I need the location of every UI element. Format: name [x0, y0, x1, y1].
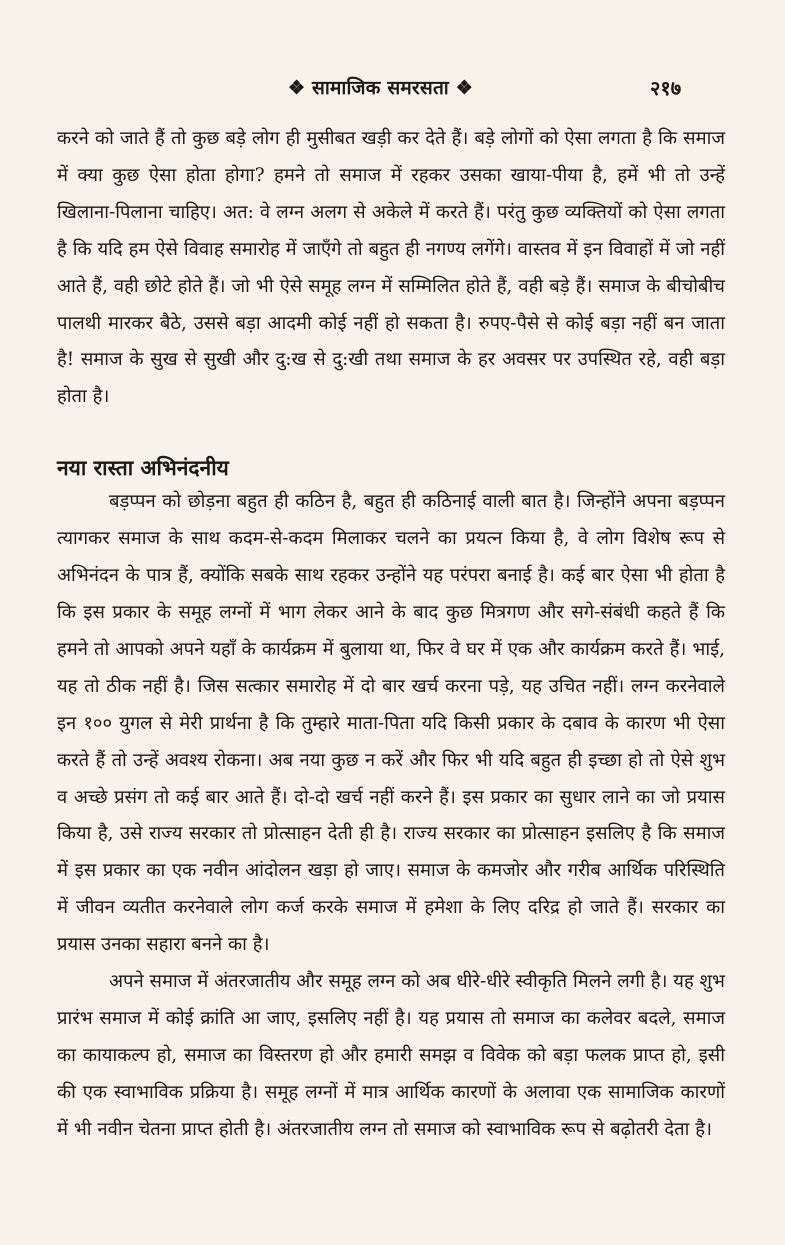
- header-title: ❖ सामाजिक समरसता ❖: [288, 77, 473, 99]
- section-heading: नया रास्ता अभिनंदनीय: [57, 455, 229, 481]
- paragraph: बड़प्पन को छोड़ना बहुत ही कठिन है, बहुत ही कठिनाई वाली बात है। जिन्होंने अपना बड़प्पन त्यागकर समाज के साथ कदम-से-कदम मिलाकर चलने का प्रयत्न किया है, वे लोग विशेष रूप से अभिनंदन के पात्र हैं, क्योंकि सबके साथ रहकर उन्होंने यह परंपरा बनाई है। कई बार ऐसा भी होता है कि इस प्रकार के समूह लग्नों में भाग लेकर आने के बाद कुछ मित्रगण और सगे-संबंधी कहते हैं कि हमने तो आपको अपने यहाँ के कार्यक्रम में बुलाया था, फिर वे घर में एक और कार्यक्रम करते हैं। भाई, यह तो ठीक नहीं है। जिस सत्कार समारोह में दो बार खर्च करना पड़े, यह उचित नहीं। लग्न करनेवाले इन १०० युगल से मेरी प्रार्थना है कि तुम्हारे माता-पिता यदि किसी प्रकार के दबाव के कारण भी ऐसा करते हैं तो उन्हें अवश्य रोकना। अब नया कुछ न करें और फिर भी यदि बहुत ही इच्छा हो तो ऐसे शुभ व अच्छे प्रसंग तो कई बार आते हैं। दो-दो खर्च नहीं करने हैं। इस प्रकार का सुधार लाने का जो प्रयास किया है, उसे राज्य सरकार तो प्रोत्साहन देती ही है। राज्य सरकार का प्रोत्साहन इसलिए है कि समाज में इस प्रकार का एक नवीन आंदोलन खड़ा हो जाए। समाज के कमजोर और गरीब आर्थिक परिस्थिति में जीवन व्यतीत करनेवाले लोग कर्ज करके समाज में हमेशा के लिए दरिद्र हो जाते हैं। सरकार का प्रयास उनका सहारा बनने का है।: [57, 491, 725, 956]
- paragraph-continuation: करने को जाते हैं तो कुछ बड़े लोग ही मुसीबत खड़ी कर देते हैं। बड़े लोगों को ऐसा लगता है कि समाज में क्या कुछ ऐसा होता होगा? हमने तो समाज में रहकर उसका खाया-पीया है, हमें भी तो उन्हें खिलाना-पिलाना चाहिए। अत: वे लग्न अलग से अकेले में करते हैं। परंतु कुछ व्यक्तियों को ऐसा लगता है कि यदि हम ऐसे विवाह समारोह में जाएँगे तो बहुत ही नगण्य लगेंगे। वास्तव में इन विवाहों में जो नहीं आते हैं, वही छोटे होते हैं। जो भी ऐसे समूह लग्न में सम्मिलित होते हैं, वही बड़े हैं। समाज के बीचोबीच पालथी मारकर बैठे, उससे बड़ा आदमी कोई नहीं हो सकता है। रुपए-पैसे से कोई बड़ा नहीं बन जाता है! समाज के सुख से सुखी और दु:ख से दु:खी तथा समाज के हर अवसर पर उपस्थित रहे, वही बड़ा होता है।: [57, 128, 725, 408]
- page-content: [57, 121, 725, 1149]
- page-number: २१७: [650, 76, 682, 100]
- running-header: [0, 74, 785, 104]
- paragraph: अपने समाज में अंतरजातीय और समूह लग्न को अब धीरे-धीरे स्वीकृति मिलने लगी है। यह शुभ प्रारंभ समाज में कोई क्रांति आ जाए, इसलिए नहीं है। यह प्रयास तो समाज का कलेवर बदले, समाज का कायाकल्प हो, समाज का विस्तरण हो और हमारी समझ व विवेक को बड़ा फलक प्राप्त हो, इसी की एक स्वाभाविक प्रक्रिया है। समूह लग्नों में मात्र आर्थिक कारणों के अलावा एक सामाजिक कारणों में भी नवीन चेतना प्राप्त होती है। अंतरजातीय लग्न तो समाज को स्वाभाविक रूप से बढ़ोतरी देता है।: [57, 971, 725, 1140]
